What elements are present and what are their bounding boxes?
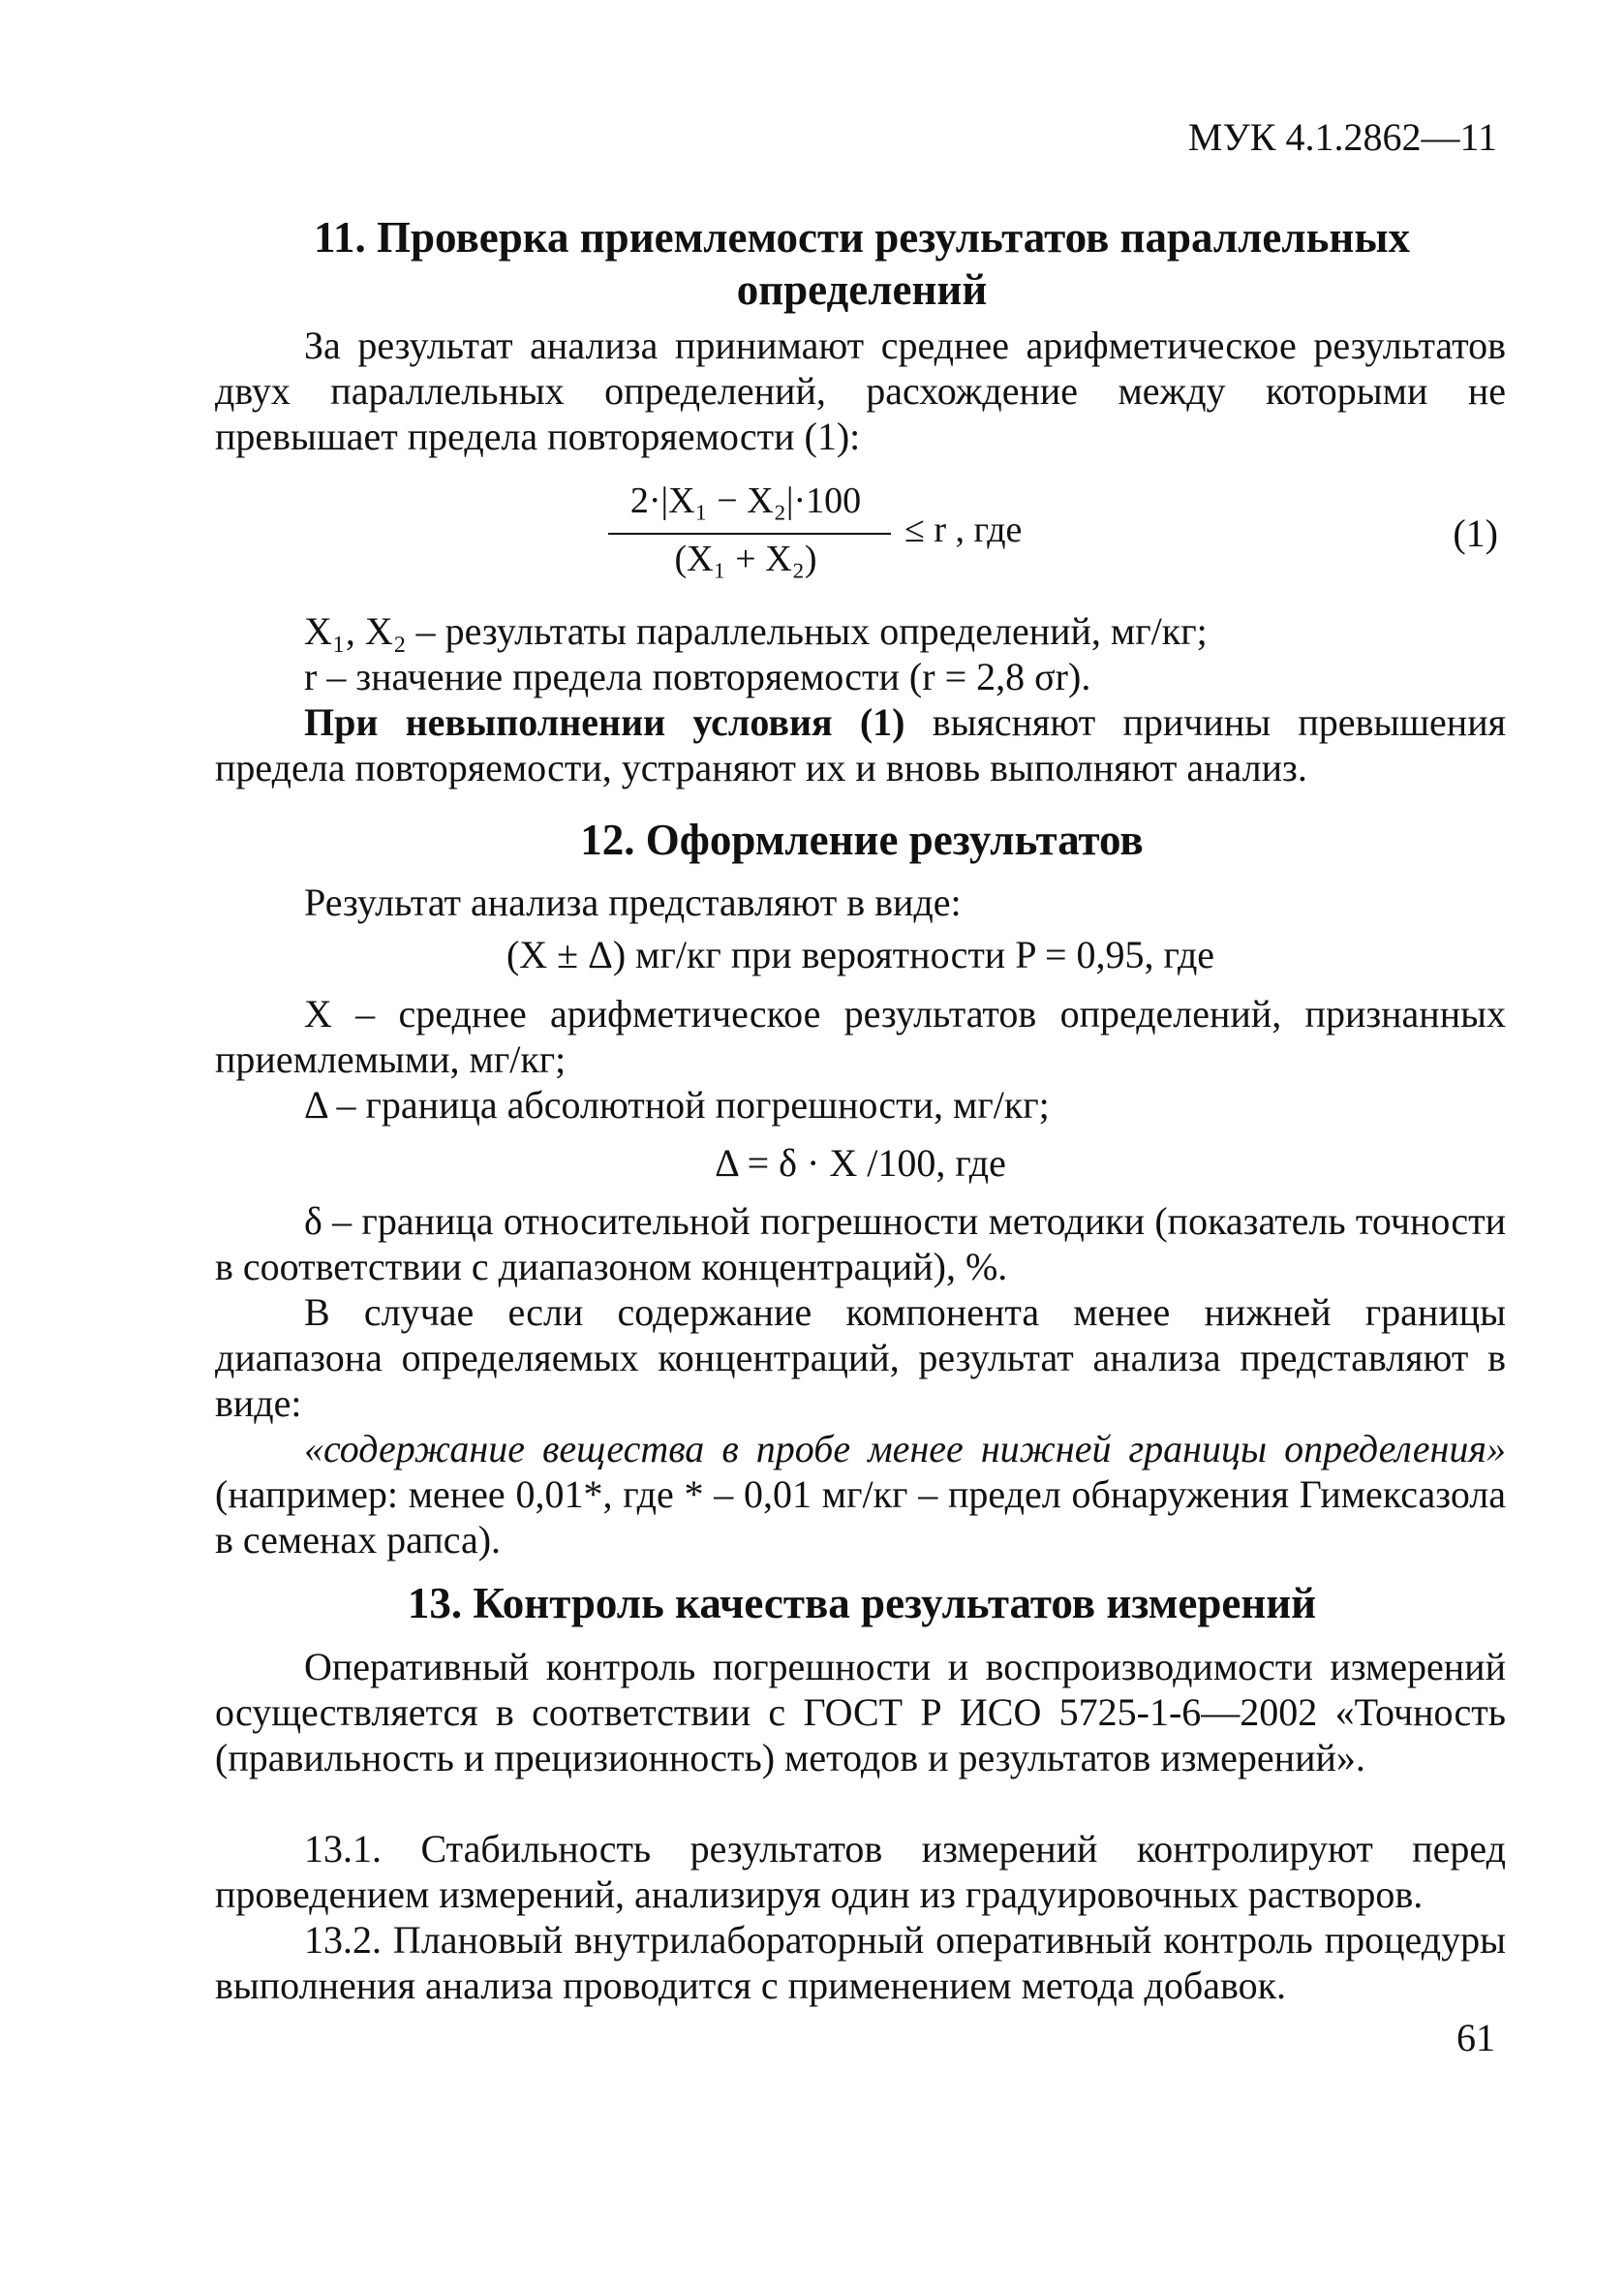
section-13-title: 13. Контроль качества результатов измерений: [407, 1579, 1317, 1627]
definition-r: r – значение предела повторяемости (r = 2,8 σr).: [304, 655, 1091, 698]
section-12-intro: Результат анализа представляют в виде:: [304, 881, 962, 924]
lower-limit-case: В случае если содержание компонента менее нижней границы диапазона определяемых концентраций, результат анализа представляют в виде:: [215, 1290, 1506, 1425]
section-11-title-line1: 11. Проверка приемлемости результатов параллельных: [314, 213, 1410, 262]
definition-x: X₁, X₂ – результаты параллельных определений, мг/кг;: [304, 609, 1208, 653]
formula-condition: ≤ r , где: [904, 510, 1023, 550]
definition-delta-relative: δ – граница относительной погрешности методики (показатель точности в соответствии с диапазоном концентраций), %.: [215, 1199, 1506, 1288]
section-12-title: 12. Оформление результатов: [580, 816, 1144, 864]
document-code: МУК 4.1.2862—11: [1187, 115, 1497, 159]
formula-denominator: (X₁ + X₂): [674, 539, 817, 579]
example-paragraph: [215, 1426, 1506, 1562]
fraction-bar: [608, 533, 891, 535]
failure-rest: выясняют причины превышения предела повторяемости, устраняют их и вновь выполняют анализ.: [215, 700, 1507, 789]
section-13-paragraph-1: Оперативный контроль погрешности и воспроизводимости измерений осуществляется в соответствии с ГОСТ Р ИСО 5725-1-6—2002 «Точность (правильность и прецизионность) методов и результатов измерений».: [215, 1645, 1506, 1779]
failure-bold: При невыполнении условия (1): [304, 700, 905, 744]
definition-x-mean: X – среднее арифметическое результатов определений, признанных приемлемыми, мг/кг;: [215, 992, 1506, 1081]
example-rest: (например: менее 0,01*, где * – 0,01 мг/кг – предел обнаружения Гимексазола в семенах рапса).: [215, 1472, 1506, 1562]
page-number: 61: [1456, 2016, 1495, 2059]
section-13-paragraph-2: 13.1. Стабильность результатов измерений контролируют перед проведением измерений, анализируя один из градуировочных растворов.: [215, 1827, 1506, 1916]
delta-formula: Δ = δ · X /100, где: [715, 1141, 1006, 1185]
definition-delta: Δ – граница абсолютной погрешности, мг/кг;: [304, 1083, 1050, 1127]
repeatability-formula: [600, 479, 1085, 596]
section-11-paragraph: За результат анализа принимают среднее арифметическое результатов двух параллельных определений, расхождение между которыми не превышает предела повторяемости (1):: [215, 324, 1506, 458]
equation-number: (1): [1453, 511, 1498, 555]
result-formula: (X ± Δ) мг/кг при вероятности P = 0,95, где: [506, 933, 1215, 976]
section-11-title-line2: определений: [736, 265, 988, 314]
section-13-paragraph-3: 13.2. Плановый внутрилабораторный оперативный контроль процедуры выполнения анализа проводится с применением метода добавок.: [215, 1918, 1506, 2007]
failure-paragraph: [215, 699, 1506, 790]
example-italic: «содержание вещества в пробе менее нижней границы определения»: [304, 1427, 1506, 1470]
formula-numerator: 2·|X₁ − X₂|·100: [629, 480, 862, 521]
